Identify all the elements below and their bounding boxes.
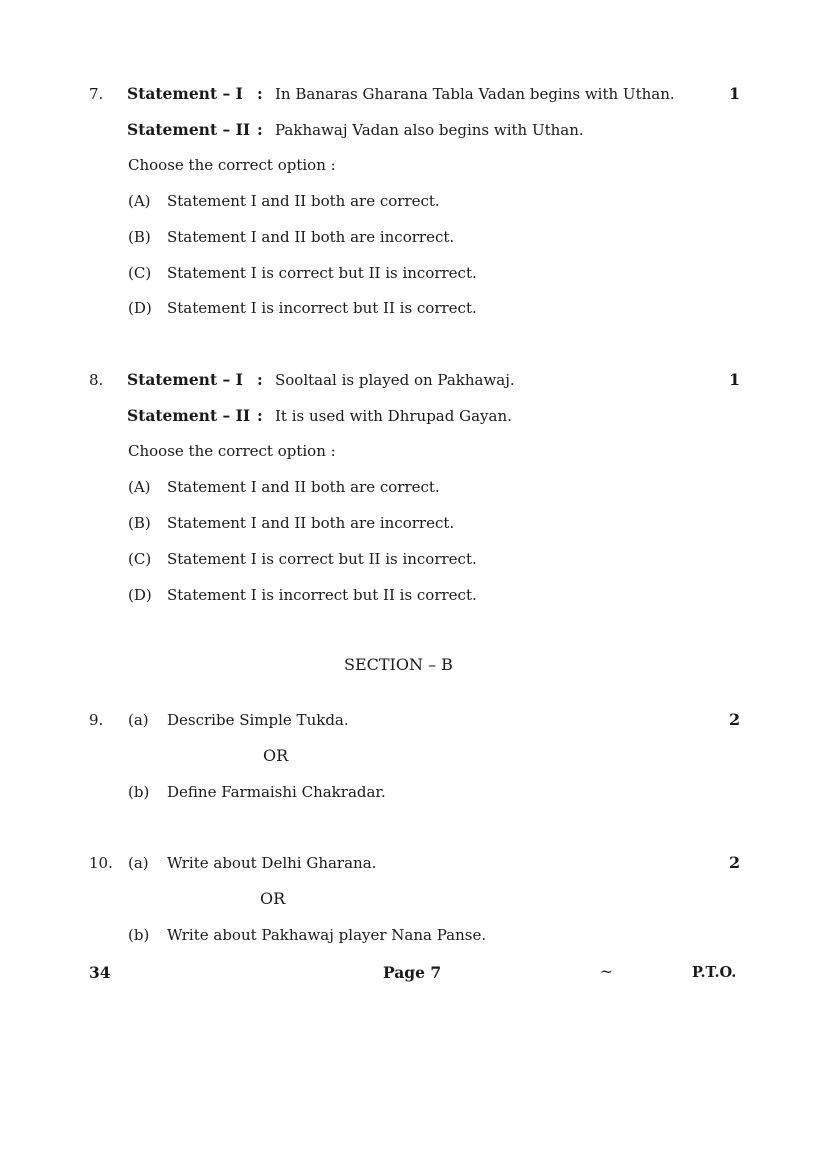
statement-1-label: Statement – I — [127, 84, 243, 103]
question-number: 9. — [89, 711, 104, 729]
statement-2-label: Statement – II — [127, 406, 251, 425]
option-text: Statement I is correct but II is incorrect. — [167, 550, 477, 568]
option-letter: (D) — [128, 299, 152, 317]
option-letter: (B) — [128, 514, 151, 532]
option-text: Statement I is correct but II is incorrect. — [167, 264, 477, 282]
option-text: Statement I is incorrect but II is correct. — [167, 586, 477, 604]
option-letter: (D) — [128, 586, 152, 604]
colon: : — [257, 120, 263, 139]
option-letter: (C) — [128, 264, 152, 282]
part-b-letter: (b) — [128, 926, 150, 944]
question-number: 8. — [89, 371, 104, 389]
option-text: Statement I is incorrect but II is correct. — [167, 299, 477, 317]
question-number: 7. — [89, 85, 104, 103]
statement-1-text: In Banaras Gharana Tabla Vadan begins with Uthan. — [275, 85, 675, 103]
paper-code: 34 — [89, 963, 111, 982]
pto-label: P.T.O. — [692, 964, 737, 981]
statement-1-label: Statement – I — [127, 370, 243, 389]
choose-prompt: Choose the correct option : — [128, 442, 336, 460]
part-a-letter: (a) — [128, 854, 149, 872]
page-number: Page 7 — [383, 963, 442, 982]
colon: : — [257, 406, 263, 425]
colon: : — [257, 370, 263, 389]
option-letter: (B) — [128, 228, 151, 246]
part-a-text: Describe Simple Tukda. — [167, 711, 349, 729]
statement-2-label: Statement – II — [127, 120, 251, 139]
tilde-mark: ~ — [600, 963, 613, 981]
part-b-letter: (b) — [128, 783, 150, 801]
option-text: Statement I and II both are incorrect. — [167, 514, 455, 532]
part-a-letter: (a) — [128, 711, 149, 729]
option-letter: (A) — [128, 192, 151, 210]
colon: : — [257, 84, 263, 103]
option-letter: (C) — [128, 550, 152, 568]
marks: 2 — [729, 853, 741, 872]
option-text: Statement I and II both are incorrect. — [167, 228, 455, 246]
part-b-text: Define Farmaishi Chakradar. — [167, 783, 386, 801]
option-letter: (A) — [128, 478, 151, 496]
section-heading: SECTION – B — [344, 655, 453, 674]
marks: 1 — [729, 84, 741, 103]
or-separator: OR — [263, 746, 289, 765]
question-number: 10. — [89, 854, 113, 872]
option-text: Statement I and II both are correct. — [167, 478, 440, 496]
statement-1-text: Sooltaal is played on Pakhawaj. — [275, 371, 515, 389]
or-separator: OR — [260, 889, 286, 908]
marks: 2 — [729, 710, 741, 729]
choose-prompt: Choose the correct option : — [128, 156, 336, 174]
option-text: Statement I and II both are correct. — [167, 192, 440, 210]
statement-2-text: Pakhawaj Vadan also begins with Uthan. — [275, 121, 584, 139]
marks: 1 — [729, 370, 741, 389]
statement-2-text: It is used with Dhrupad Gayan. — [275, 407, 512, 425]
part-a-text: Write about Delhi Gharana. — [167, 854, 377, 872]
part-b-text: Write about Pakhawaj player Nana Panse. — [167, 926, 487, 944]
